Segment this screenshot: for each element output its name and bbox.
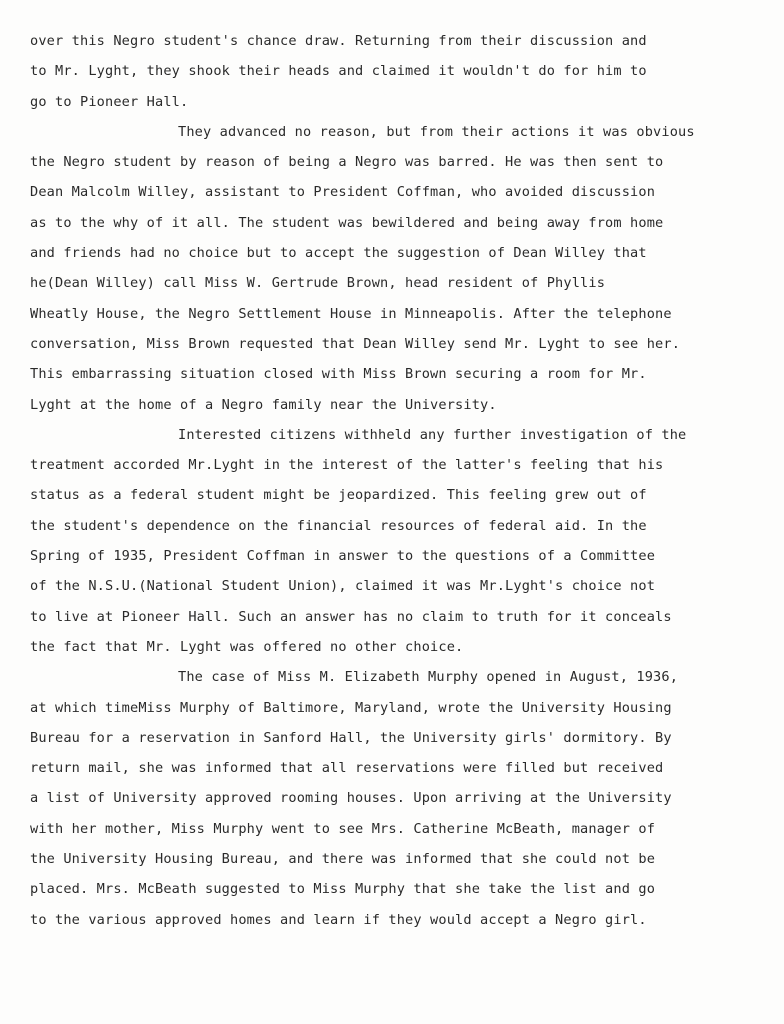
text-line: placed. Mrs. McBeath suggested to Miss Murphy that she take the list and go [30,881,656,898]
body-text [30,26,780,935]
text-line: the fact that Mr. Lyght was offered no other choice. [30,638,464,655]
text-line: Interested citizens withheld any further investigation of the [178,426,687,443]
text-line: The case of Miss M. Elizabeth Murphy opened in August, 1936, [178,669,679,686]
text-line: with her mother, Miss Murphy went to see Mrs. Catherine McBeath, manager of [30,820,656,837]
text-line: at which timeMiss Murphy of Baltimore, Maryland, wrote the University Housing [30,699,672,716]
text-line: a list of University approved rooming houses. Upon arriving at the University [30,790,672,807]
text-line: treatment accorded Mr.Lyght in the interest of the latter's feeling that his [30,457,664,474]
text-line: go to Pioneer Hall. [30,93,189,110]
text-line: conversation, Miss Brown requested that Dean Willey send Mr. Lyght to see her. [30,335,681,352]
text-line: the University Housing Bureau, and there was informed that she could not be [30,851,656,868]
text-line: They advanced no reason, but from their actions it was obvious [178,123,695,140]
text-line: Dean Malcolm Willey, assistant to President Coffman, who avoided discussion [30,184,656,201]
text-line: Bureau for a reservation in Sanford Hall, the University girls' dormitory. By [30,729,672,746]
text-line: the Negro student by reason of being a Negro was barred. He was then sent to [30,154,664,171]
text-line: to live at Pioneer Hall. Such an answer has no claim to truth for it conceals [30,608,672,625]
text-line: and friends had no choice but to accept the suggestion of Dean Willey that [30,245,647,262]
text-line: over this Negro student's chance draw. Returning from their discussion and [30,33,647,49]
text-line: return mail, she was informed that all reservations were filled but received [30,760,664,777]
text-line: Wheatly House, the Negro Settlement House in Minneapolis. After the telephone [30,305,672,322]
text-line: Spring of 1935, President Coffman in answer to the questions of a Committee [30,548,656,565]
text-line: to Mr. Lyght, they shook their heads and claimed it wouldn't do for him to [30,63,647,80]
text-line: as to the why of it all. The student was bewildered and being away from home [30,214,664,231]
text-line: Lyght at the home of a Negro family near the University. [30,396,497,413]
text-line: This embarrassing situation closed with Miss Brown securing a room for Mr. [30,366,647,383]
text-line: of the N.S.U.(National Student Union), claimed it was Mr.Lyght's choice not [30,578,656,595]
text-line: status as a federal student might be jeopardized. This feeling grew out of [30,487,647,504]
text-line: to the various approved homes and learn if they would accept a Negro girl. [30,911,647,928]
text-line: he(Dean Willey) call Miss W. Gertrude Brown, head resident of Phyllis [30,275,606,292]
text-line: the student's dependence on the financial resources of federal aid. In the [30,517,647,534]
